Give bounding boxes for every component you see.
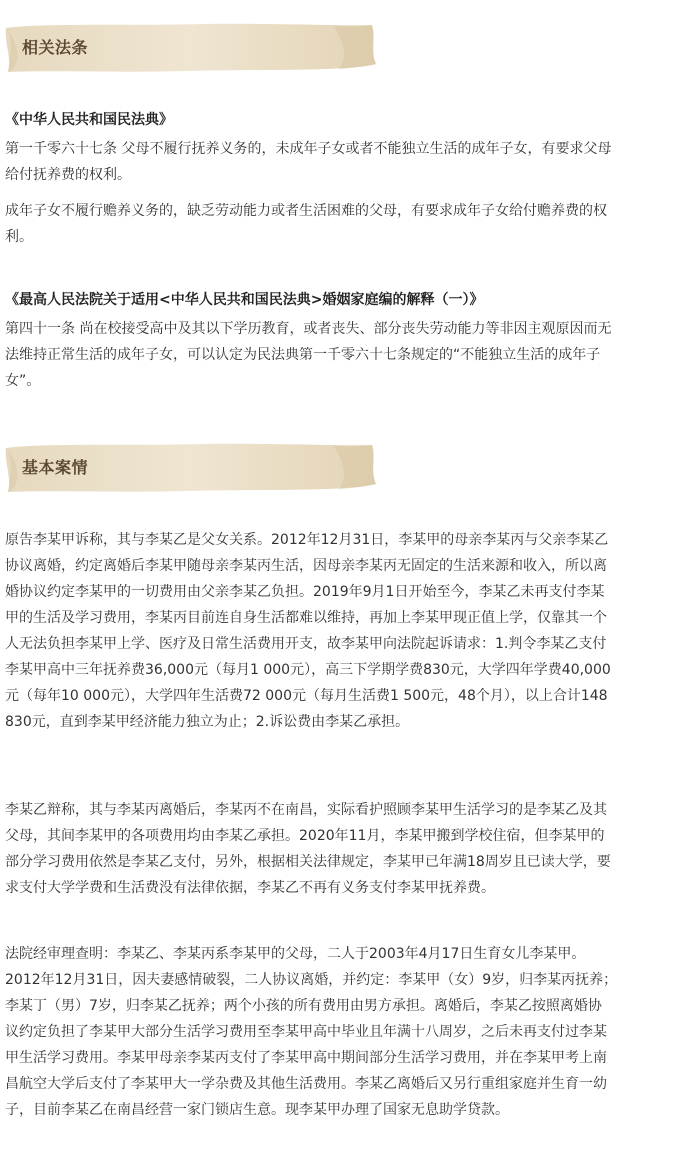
case-plaintiff-claim: 原告李某甲诉称，其与李某乙是父女关系。2012年12月31日，李某甲的母亲李某丙与父亲李某乙 协议离婚，约定离婚后李某甲随母亲李某丙生活，因母亲李某丙无固定的生活来源和收入，所以离 婚协议约定李某甲的一切费用由父亲李某乙负担。2019年9月1日开始至今，李某乙未再支付李某 甲的生活及学习费用，李某丙目前连自身生活都难以维持，再加上李某甲现正值上学，仅靠其一个 人无法负担李某甲上学、医疗及日常生活费用开支，故李某甲向法院起诉请求：1.判令李某乙支付 李某甲高中三年抚养费36,000元（每月1 000元），高三下学期学费830元，大学四年学费40,000 元（每年10 000元），大学四年生活费72 000元（每月生活费1 500元，48个月），以上合计148 830元，直到李某甲经济能力独立为止；2.诉讼费由李某乙承担。 (5, 532, 611, 730)
section-banner-case-facts (4, 440, 380, 496)
case-court-findings: 法院经审理查明：李某乙、李某丙系李某甲的父母，二人于2003年4月17日生育女儿李某甲。 2012年12月31日，因夫妻感情破裂，二人协议离婚，并约定：李某甲（女）9岁，归李某丙抚养； 李某丁（男）7岁，归李某乙抚养；两个小孩的所有费用由男方承担。离婚后，李某乙按照离婚协 议约定负担了李某甲大部分生活学习费用至李某甲高中毕业且年满十八周岁，之后未再支付过李某 甲生活学习费用。李某甲母亲李某丙支付了李某甲高中期间部分生活学习费用，并在李某甲考上南 昌航空大学后支付了李某甲大一学杂费及其他生活费用。李某乙离婚后又另行重组家庭并生育一幼 子，目前李某乙在南昌经营一家门锁店生意。现李某甲办理了国家无息助学贷款。 (5, 946, 618, 1118)
section-title: 基本案情 (22, 458, 89, 477)
law-title-civil-code: 《中华人民共和国民法典》 (5, 112, 173, 128)
case-defendant-reply: 李某乙辩称，其与李某丙离婚后，李某丙不在南昌，实际看护照顾李某甲生活学习的是李某乙及其 父母，其间李某甲的各项费用均由李某乙承担。2020年11月，李某甲搬到学校住宿，但李某甲的 部分学习费用依然是李某乙支付，另外，根据相关法律规定，李某甲已年满18周岁且已读大学，要 求支付大学学费和生活费没有法律依据，李某乙不再有义务支付李某甲抚养费。 (5, 802, 611, 896)
section-banner-related-laws (4, 20, 380, 76)
section-title: 相关法条 (22, 38, 89, 57)
law-article-1067-para1: 第一千零六十七条 父母不履行抚养义务的，未成年子女或者不能独立生活的成年子女，有要求父母 给付抚养费的权利。 (5, 141, 612, 183)
law-article-1067-para2: 成年子女不履行赡养义务的，缺乏劳动能力或者生活困难的父母，有要求成年子女给付赡养费的权 利。 (5, 203, 607, 245)
law-title-judicial-interpretation: 《最高人民法院关于适用<中华人民共和国民法典>婚姻家庭编的解释（一）》 (5, 292, 484, 308)
law-article-41-para: 第四十一条 尚在校接受高中及其以下学历教育，或者丧失、部分丧失劳动能力等非因主观原因而无 法维持正常生活的成年子女，可以认定为民法典第一千零六十七条规定的“不能独立生活的成年子 女”。 (5, 321, 612, 389)
